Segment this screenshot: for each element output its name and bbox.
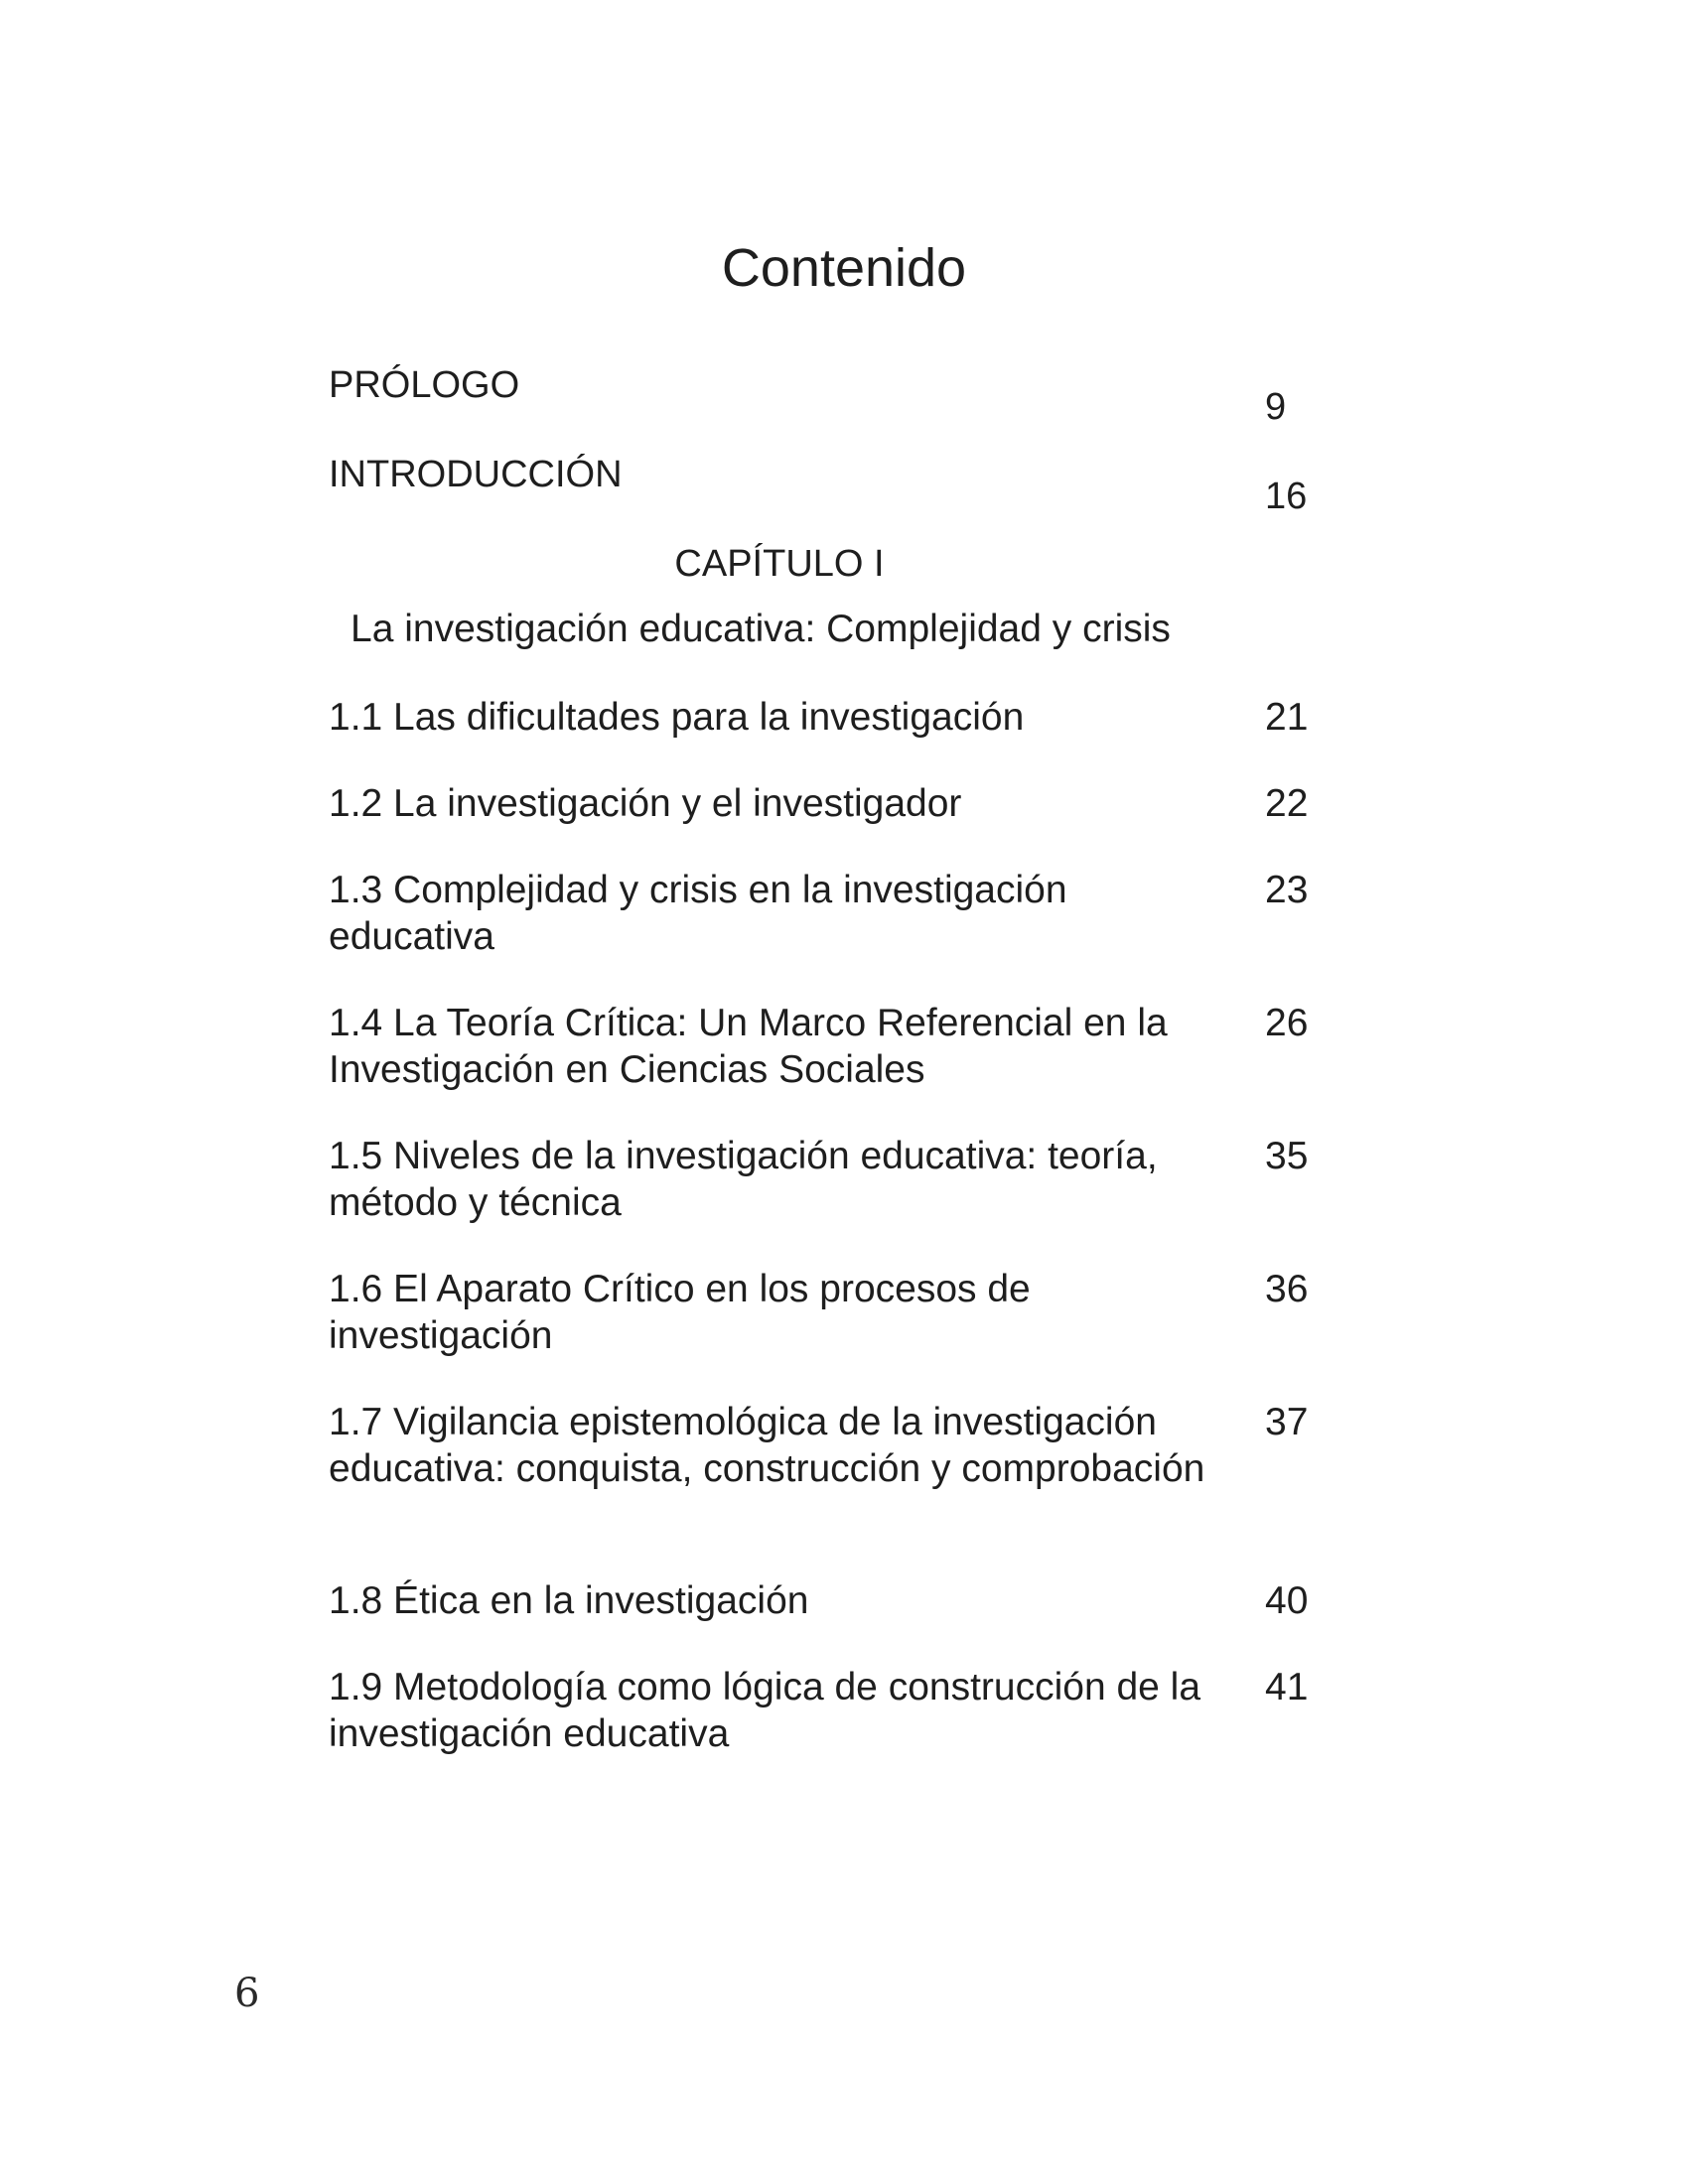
toc-entry-page: 21 — [1265, 696, 1309, 739]
toc-entry — [329, 1400, 1322, 1492]
toc-entry-label: 1.7 Vigilancia epistemológica de la investigación educativa: conquista, construcción y comprobación — [329, 1401, 1205, 1490]
page-number: 6 — [234, 1971, 260, 2016]
toc-entry-page: 35 — [1265, 1135, 1309, 1177]
toc-entry-label: PRÓLOGO — [329, 364, 520, 406]
toc-entry-label: 1.4 La Teoría Crítica: Un Marco Referencial en la Investigación en Ciencias Sociales — [329, 1002, 1168, 1091]
toc-entry-page: 22 — [1265, 782, 1309, 825]
toc-entry-label: 1.8 Ética en la investigación — [329, 1579, 809, 1622]
toc-entry — [329, 1267, 1322, 1359]
toc-entry-label: 1.1 Las dificultades para la investigación — [329, 696, 1025, 739]
toc-entry-label: 1.9 Metodología como lógica de construcción de la investigación educativa — [329, 1666, 1201, 1755]
toc-entry — [329, 1578, 1322, 1625]
page-title: Contenido — [721, 238, 967, 298]
toc-entry — [329, 1665, 1322, 1757]
toc-entry — [329, 868, 1322, 960]
toc-entry-page: 36 — [1265, 1268, 1309, 1310]
toc-entry-page: 26 — [1265, 1002, 1309, 1044]
toc-entry-page: 40 — [1265, 1579, 1309, 1622]
toc-entry-page: 16 — [1265, 476, 1308, 517]
toc-entry-label: INTRODUCCIÓN — [329, 454, 623, 495]
toc-entry-page: 41 — [1265, 1666, 1309, 1708]
chapter-heading: CAPÍTULO I — [674, 543, 885, 585]
chapter-subtitle: La investigación educativa: Complejidad y crisis — [351, 608, 1171, 650]
toc-entry-label: 1.2 La investigación y el investigador — [329, 782, 962, 825]
toc-entry-page: 9 — [1265, 386, 1287, 428]
toc-entry — [329, 1134, 1322, 1226]
toc-entry-label: 1.5 Niveles de la investigación educativa: teoría, método y técnica — [329, 1135, 1158, 1224]
toc-entry-label: 1.3 Complejidad y crisis en la investigación educativa — [329, 869, 1067, 958]
toc-entry — [329, 781, 1322, 828]
toc-entry — [329, 1001, 1322, 1093]
toc-entry-label: 1.6 El Aparato Crítico en los procesos de investigación — [329, 1268, 1031, 1357]
toc-entry-page: 37 — [1265, 1401, 1309, 1443]
toc-entry — [329, 695, 1322, 742]
toc-entry-page: 23 — [1265, 869, 1309, 911]
